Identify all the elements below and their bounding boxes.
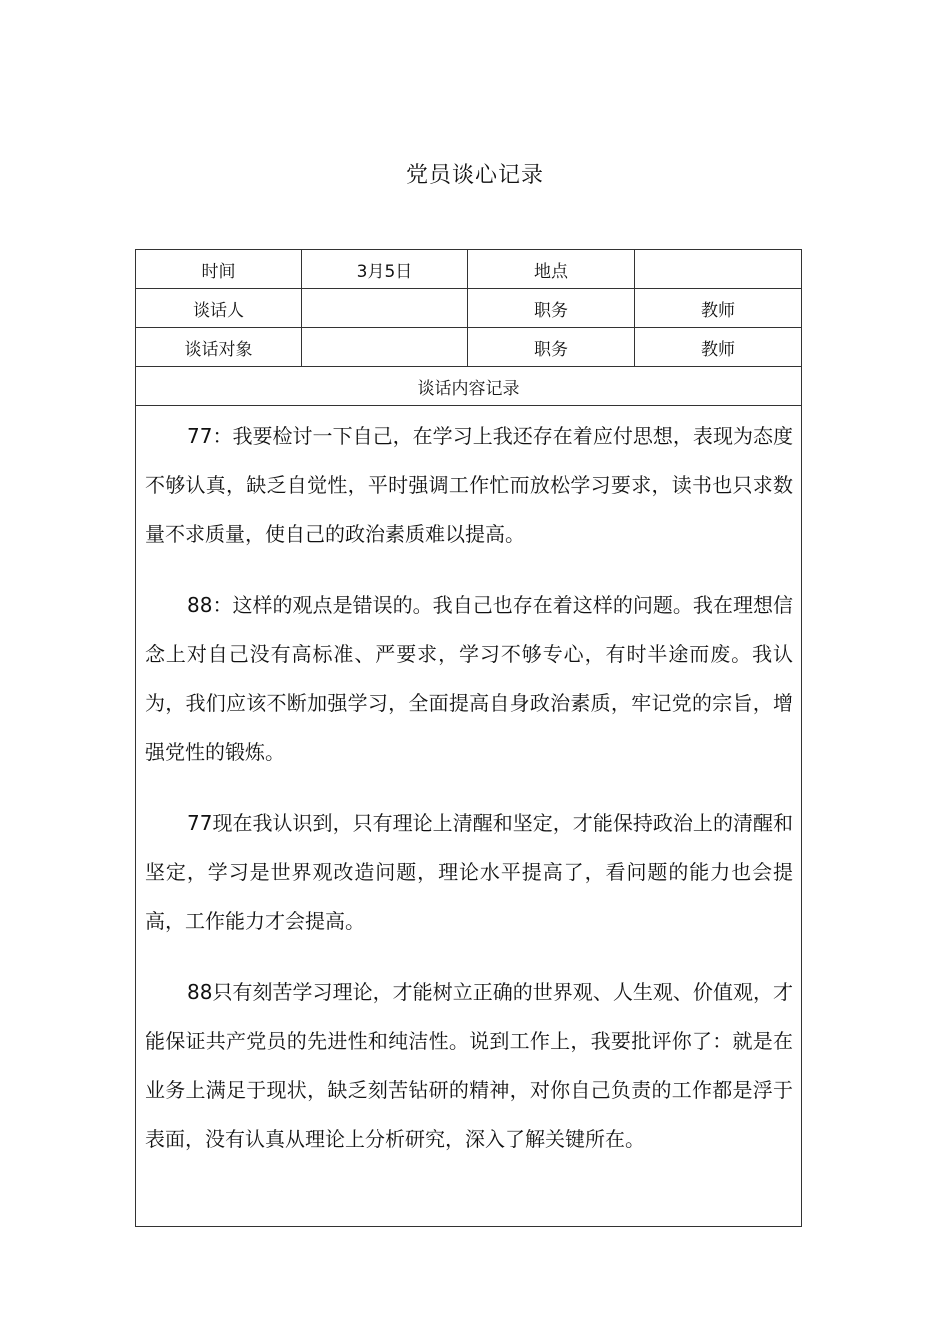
speaker-label: 谈话人 [136,289,302,328]
table-row [136,289,802,328]
location-value [635,250,802,289]
table-row [136,406,802,1227]
content-paragraph: 77：我要检讨一下自己，在学习上我还存在着应付思想，表现为态度不够认真，缺乏自觉性，平时强调工作忙而放松学习要求，读书也只求数量不求质量，使自己的政治素质难以提高。 [145,424,793,546]
table-row [136,250,802,289]
time-label: 时间 [136,250,302,289]
time-value: 3月5日 [302,250,468,289]
speaker-position-value: 教师 [635,289,802,328]
content-paragraph: 77现在我认识到，只有理论上清醒和坚定，才能保持政治上的清醒和坚定，学习是世界观改造问题，理论水平提高了，看问题的能力也会提高，工作能力才会提高。 [145,811,793,933]
interviewee-position-label: 职务 [468,328,635,367]
content-paragraph: 88：这样的观点是错误的。我自己也存在着这样的问题。我在理想信念上对自己没有高标准、严要求，学习不够专心，有时半途而废。我认为，我们应该不断加强学习，全面提高自身政治素质，牢记党的宗旨，增强党性的锻炼。 [145,593,793,764]
table-row [136,328,802,367]
speaker-position-label: 职务 [468,289,635,328]
speaker-value [302,289,468,328]
interviewee-label: 谈话对象 [136,328,302,367]
interviewee-value [302,328,468,367]
location-label: 地点 [468,250,635,289]
table-row [136,367,802,406]
content-section-header: 谈话内容记录 [136,367,802,406]
interviewee-position-value: 教师 [635,328,802,367]
document-title: 党员谈心记录 [405,163,544,188]
conversation-record-table [135,249,802,1227]
content-paragraph: 88只有刻苦学习理论，才能树立正确的世界观、人生观、价值观，才能保证共产党员的先进性和纯洁性。说到工作上，我要批评你了：就是在业务上满足于现状，缺乏刻苦钻研的精神，对你自己负责的工作都是浮于表面，没有认真从理论上分析研究，深入了解关键所在。 [145,980,793,1151]
conversation-content [136,406,802,1227]
